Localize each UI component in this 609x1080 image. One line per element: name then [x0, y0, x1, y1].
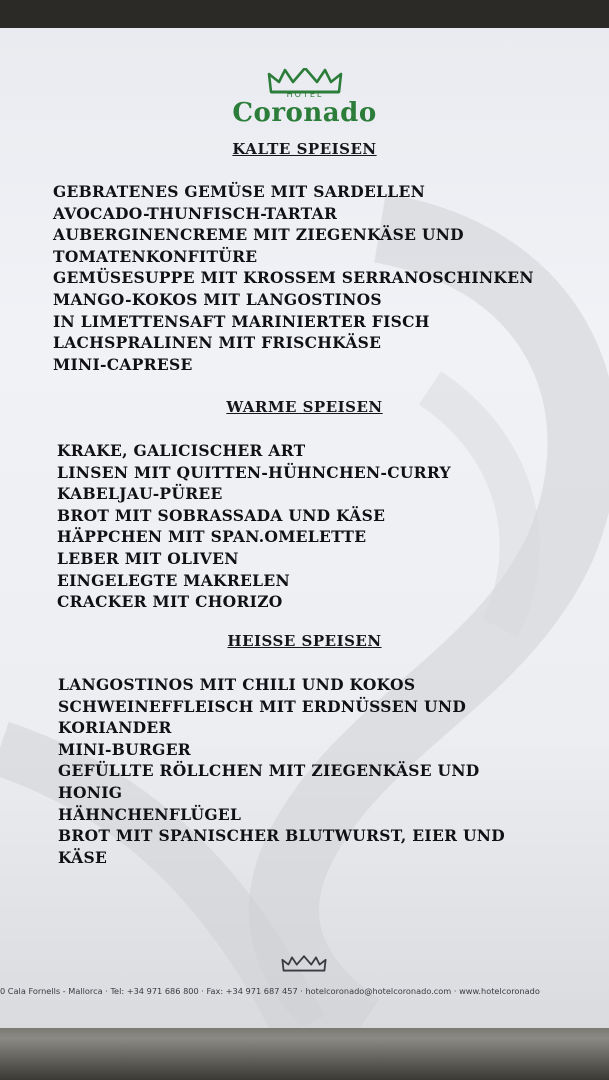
menu-item: LANGOSTINOS MIT CHILI UND KOKOS [58, 675, 416, 694]
menu-item: AUBERGINENCREME MIT ZIEGENKÄSE UND [53, 225, 464, 245]
logo-hotel-label: HOTEL [286, 90, 324, 99]
menu-item: CRACKER MIT CHORIZO [57, 592, 283, 612]
menu-item: EINGELEGTE MAKRELEN [57, 570, 290, 590]
menu-item: MINI-CAPRESE [53, 354, 193, 374]
section-items-heisse [58, 674, 505, 868]
section-items-warme [57, 440, 451, 613]
menu-item: GEFÜLLTE RÖLLCHEN MIT ZIEGENKÄSE UND [58, 761, 480, 781]
menu-item: KÄSE [58, 847, 108, 867]
menu-item: KABELJAU-PÜREE [57, 484, 223, 504]
section-title-kalte: KALTE SPEISEN [232, 140, 377, 158]
menu-item: MANGO-KOKOS MIT LANGOSTINOS [53, 289, 382, 309]
menu-item: SCHWEINEFFLEISCH MIT ERDNÜSSEN UND [58, 696, 467, 716]
menu-item: TOMATENKONFITÜRE [53, 246, 258, 266]
section-items-kalte [53, 181, 534, 375]
menu-item: LEBER MIT OLIVEN [57, 548, 239, 568]
menu-item: GEBRATENES GEMÜSE MIT SARDELLEN [53, 182, 426, 201]
menu-sheet [0, 28, 609, 1028]
menu-item: HONIG [58, 782, 123, 802]
menu-item: AVOCADO-THUNFISCH-TARTAR [53, 203, 338, 223]
menu-item: IN LIMETTENSAFT MARINIERTER FISCH [53, 311, 430, 331]
menu-item: BROT MIT SPANISCHER BLUTWURST, EIER UND [58, 826, 505, 846]
logo-brand-name: Coronado [232, 98, 377, 128]
section-title-heisse: HEISSE SPEISEN [227, 632, 382, 650]
menu-item: KRAKE, GALICISCHER ART [57, 441, 306, 460]
menu-item: KORIANDER [58, 718, 172, 738]
menu-item: HÄPPCHEN MIT SPAN.OMELETTE [57, 527, 367, 547]
footer-crown-icon [280, 954, 328, 974]
menu-item: LINSEN MIT QUITTEN-HÜHNCHEN-CURRY [57, 462, 451, 482]
menu-item: HÄHNCHENFLÜGEL [58, 804, 242, 824]
footer-contact: 0 Cala Fornells - Mallorca · Tel: +34 971 686 800 · Fax: +34 971 687 457 · hotelcoronado@hotelcoronado.com · www.hotelcoronado [0, 986, 540, 996]
section-title-warme: WARME SPEISEN [226, 398, 383, 416]
menu-item: BROT MIT SOBRASSADA UND KÄSE [57, 505, 386, 525]
menu-item: MINI-BURGER [58, 739, 191, 759]
menu-item: LACHSPRALINEN MIT FRISCHKÄSE [53, 333, 382, 353]
menu-item: GEMÜSESUPPE MIT KROSSEM SERRANOSCHINKEN [53, 268, 534, 288]
